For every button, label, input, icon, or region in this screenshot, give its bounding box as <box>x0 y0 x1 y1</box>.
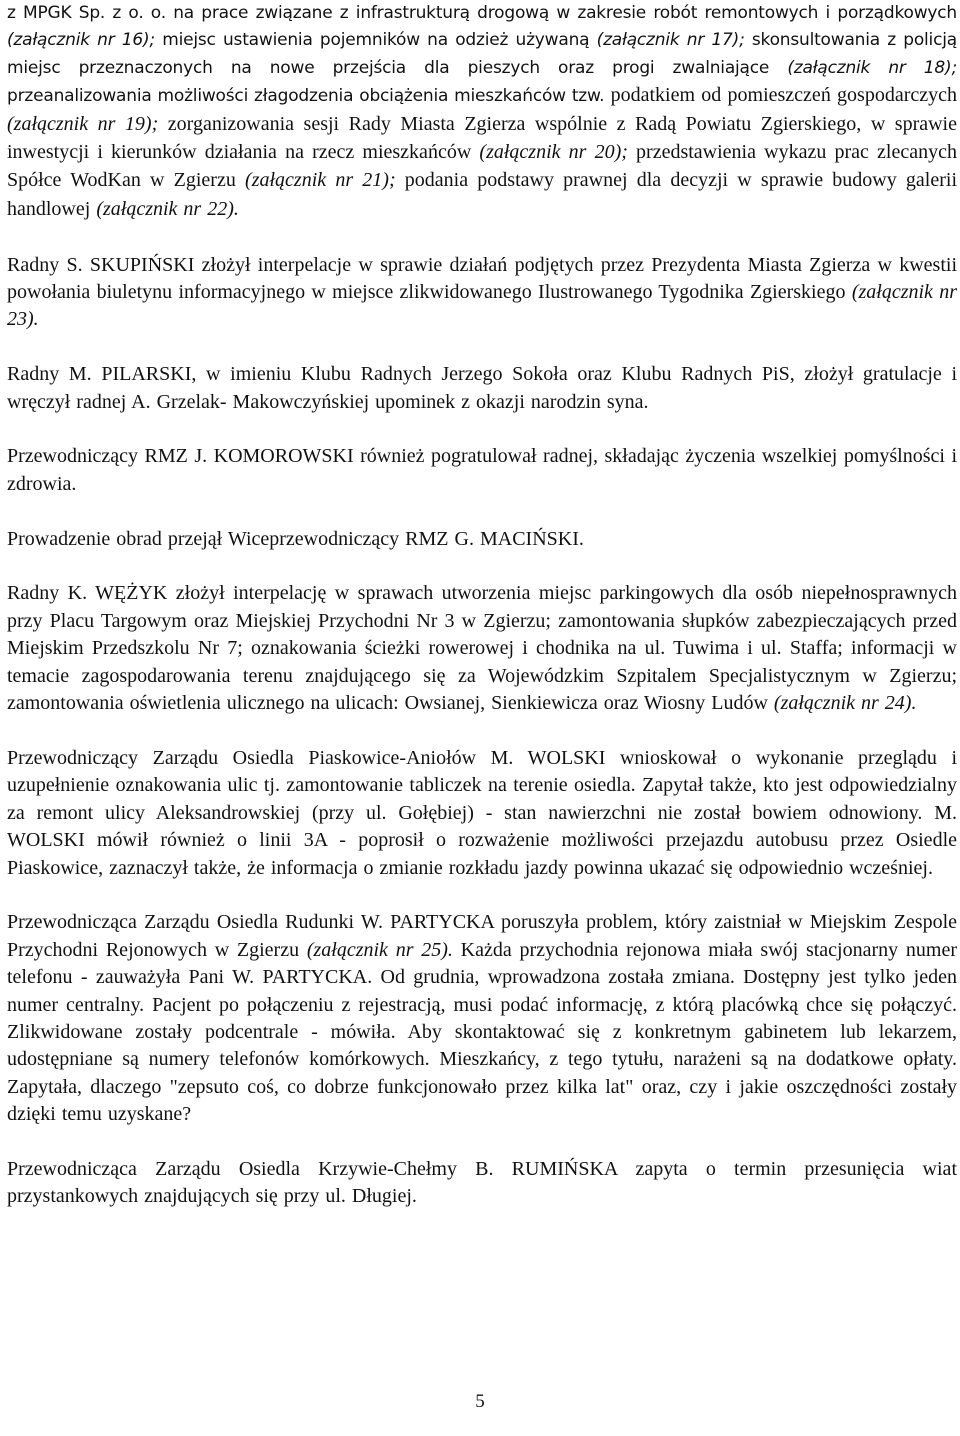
page-number: 5 <box>475 1391 485 1412</box>
attachment-ref: (załącznik nr 25). <box>306 938 453 961</box>
paragraph-continuation <box>7 0 957 224</box>
text-run: podania podstawy prawnej dla decyzji w sprawie budowy galerii handlowej <box>7 169 958 220</box>
attachment-ref: (załącznik nr 20); <box>479 141 628 164</box>
text-run: miejsc ustawienia pojemników na odzież używaną <box>154 30 597 51</box>
attachment-ref: (załącznik nr 22). <box>96 197 239 220</box>
attachment-ref: (załącznik nr 16); <box>7 30 155 51</box>
text-run: przeanalizowania możliwości złagodzenia obciążenia mieszkańców tzw. <box>7 86 605 107</box>
text-run: skonsultowania z policją miejsc przeznaczonych na nowe przejścia dla pieszych oraz progi zwalniające <box>7 30 957 78</box>
paragraph-partycka <box>7 909 957 1128</box>
attachment-ref: (załącznik nr 17); <box>596 30 745 51</box>
attachment-ref: (załącznik nr 18); <box>787 57 957 78</box>
text-run: Radny S. SKUPIŃSKI złożył interpelacje w sprawie działań podjętych przez Prezydenta Miasta Zgierza w kwestii powołania biuletynu informacyjnego w miejsce zlikwidowanego Ilustrowanego Tygodnika Zgierskiego <box>7 253 957 304</box>
paragraph-macinski: Prowadzenie obrad przejął Wiceprzewodniczący RMZ G. MACIŃSKI. <box>7 527 584 550</box>
attachment-ref: (załącznik nr 21); <box>245 169 396 192</box>
text-run: Przewodnicząca Zarządu Osiedla Rudunki W. PARTYCKA poruszyła problem, który zaistniał w Miejskim Zespole Przychodni Rejonowych w Zgierzu <box>7 911 957 961</box>
paragraph-pilarski: Radny M. PILARSKI, w imieniu Klubu Radnych Jerzego Sokoła oraz Klubu Radnych PiS, złożył gratulacje i wręczył radnej A. Grzelak- Makowczyńskiej upominek z okazji narodzin syna. <box>7 363 957 413</box>
text-run: Radny K. WĘŻYK złożył interpelację w sprawach utworzenia miejsc parkingowych dla osób niepełnosprawnych przy Placu Targowym oraz Miejskiej Przychodni Nr 3 w Zgierzu; zamontowania słupków zabezpieczających przed Miejskim Przedszkolu Nr 7; oznakowania ścieżki rowerowej i chodnika na ul. Tuwima i ul. Staffa; informacji w temacie zagospodarowania terenu znajdującego się za Wojewódzkim Szpitalem Specjalistycznym w Zgierzu; zamontowania oświetlenia ulicznego na ulicach: Owsianej, Sienkiewicza oraz Wiosny Ludów <box>7 582 957 715</box>
text-run: Każda przychodnia rejonowa miała swój stacjonarny numer telefonu - zauważyła Pani W. PARTYCKA. Od grudnia, wprowadzona została zmiana. Dostępny jest tylko jeden numer centralny. Pacjent po połączeniu z rejestracją, musi podać informację, z którą placówką chce się połączyć. Zlikwidowane zostały podcentrale - mówiła. Aby skontaktować się z konkretnym gabinetem lub lekarzem, udostępniane są numery telefonów komórkowych. Mieszkańcy, z tego tytułu, narażeni są na dodatkowe opłaty. Zapytała, dlaczego "zepsuto coś, co dobrze funkcjonowało przez kilka lat" oraz, czy i jakie oszczędności zostały dzięki temu uzyskane? <box>7 938 957 1126</box>
paragraph-komorowski: Przewodniczący RMZ J. KOMOROWSKI również pogratulował radnej, składając życzenia wszelkiej pomyślności i zdrowia. <box>7 445 957 495</box>
text-run: podatkiem od pomieszczeń gospodarczych <box>604 84 958 107</box>
text-run: przedstawienia wykazu prac zlecanych Spółce WodKan w Zgierzu <box>7 141 957 192</box>
text-run: z MPGK Sp. z o. o. na prace związane z infrastrukturą drogową w zakresie robót remontowych i porządkowych <box>7 3 957 23</box>
attachment-ref: (załącznik nr 24). <box>773 692 917 715</box>
paragraph-wezyk <box>7 580 957 717</box>
paragraph-wolski: Przewodniczący Zarządu Osiedla Piaskowice-Aniołów M. WOLSKI wnioskował o wykonanie przeglądu i uzupełnienie oznakowania ulic tj. zamontowanie tabliczek na terenie osiedla. Zapytał także, kto jest odpowiedzialny za remont ulicy Aleksandrowskiej (przy ul. Gołębiej) - stan nawierzchni nie został bowiem odnowiony. M. WOLSKI mówił również o linii 3A - poprosił o rozważenie możliwości przejazdu autobusu przez Osiedle Piaskowice, zaznaczył także, że informacja o zmianie rozkładu jazdy powinna ukazać się odpowiednio wcześniej. <box>7 746 957 879</box>
paragraph-skupinski <box>7 252 957 334</box>
paragraph-ruminska: Przewodnicząca Zarządu Osiedla Krzywie-Chełmy B. RUMIŃSKA zapyta o termin przesunięcia wiat przystankowych znajdujących się przy ul. Długiej. <box>7 1157 957 1208</box>
document-page <box>7 0 957 1211</box>
attachment-ref: (załącznik nr 19); <box>7 112 159 135</box>
attachment-ref: (załącznik nr 23). <box>7 281 957 331</box>
text-run: zorganizowania sesji Rady Miasta Zgierza wspólnie z Radą Powiatu Zgierskiego, w sprawie inwestycji i kierunków działania na rzecz mieszkańców <box>7 112 957 164</box>
